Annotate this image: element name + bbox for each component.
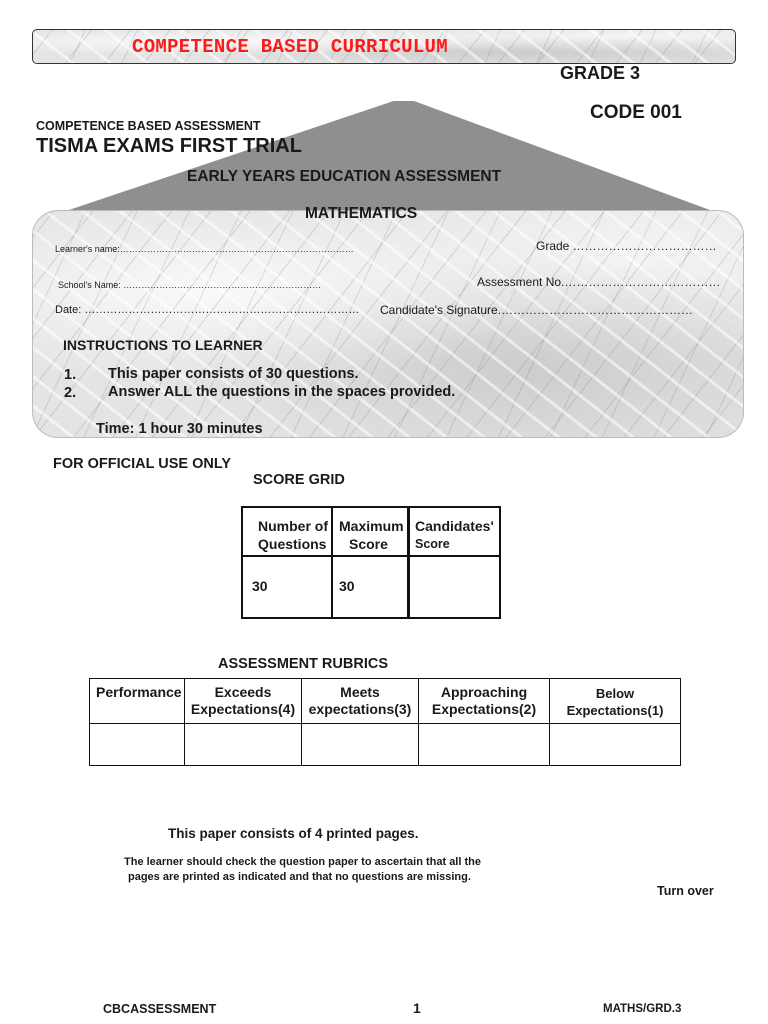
- time-allowed: Time: 1 hour 30 minutes: [96, 421, 263, 437]
- questions-value: 30: [252, 578, 268, 594]
- grade-label: GRADE 3: [560, 63, 641, 83]
- rubric-header-cell: [550, 679, 681, 724]
- banner-title: COMPETENCE BASED CURRICULUM: [132, 36, 448, 58]
- rubric-entry-cell[interactable]: [419, 724, 550, 766]
- rubric-header-cell: [419, 679, 550, 724]
- header-line: Candidates': [415, 518, 494, 534]
- instruction-num-2: 2.: [64, 385, 77, 401]
- instructions-heading: INSTRUCTIONS TO LEARNER: [63, 337, 263, 353]
- rubric-header-line: Expectations(4): [190, 701, 296, 717]
- learner-name-field[interactable]: Learner's name:……………………………………………………………………: [55, 244, 354, 254]
- score-grid-header-cell: [332, 507, 409, 556]
- score-grid-header-row: [242, 507, 500, 556]
- rubrics-header-row: [90, 679, 681, 724]
- footer-right: MATHS/GRD.3: [603, 1003, 682, 1015]
- rubric-header-cell: [185, 679, 302, 724]
- score-grid-header-cell: [409, 507, 501, 556]
- score-grid-table: [241, 506, 501, 619]
- date-field[interactable]: Date: …………………………………………………………………: [55, 304, 360, 316]
- rubric-header-line: Performance: [96, 684, 182, 700]
- header-line: Questions: [258, 536, 327, 552]
- instruction-text-1: This paper consists of 30 questions.: [108, 366, 359, 382]
- assessment-subtitle: EARLY YEARS EDUCATION ASSESSMENT: [187, 168, 502, 185]
- rubric-header-line: Approaching: [440, 684, 528, 700]
- score-grid-header-cell: [242, 507, 332, 556]
- score-grid-title: SCORE GRID: [253, 472, 345, 488]
- rubric-header-cell: [302, 679, 419, 724]
- check-note-line-1: The learner should check the question paper to ascertain that all the: [124, 856, 481, 868]
- candidate-score-cell[interactable]: [409, 556, 501, 618]
- candidate-score-value: [410, 557, 499, 578]
- instruction-text-2: Answer ALL the questions in the spaces provided.: [108, 384, 456, 400]
- header-line: Score: [349, 536, 388, 552]
- rubric-entry-cell[interactable]: [90, 724, 185, 766]
- exam-title: TISMA EXAMS FIRST TRIAL: [36, 135, 302, 157]
- score-grid-value-row: [242, 556, 500, 618]
- rubric-entry-cell[interactable]: [302, 724, 419, 766]
- footer-left: CBCASSESSMENT: [103, 1002, 217, 1016]
- school-name-field[interactable]: School's Name: …………………………………………………………: [58, 280, 322, 290]
- pages-note: This paper consists of 4 printed pages.: [168, 826, 419, 841]
- rubric-header-cell: [90, 679, 185, 724]
- rubric-header-line: expectations(3): [308, 701, 412, 717]
- rubric-header-line: Expectations(2): [431, 701, 537, 717]
- assessment-label: COMPETENCE BASED ASSESSMENT: [36, 119, 261, 133]
- code-label: CODE 001: [590, 102, 682, 123]
- check-note-line-2: pages are printed as indicated and that no questions are missing.: [128, 871, 471, 883]
- max-score-value: 30: [339, 578, 355, 594]
- rubric-entry-cell[interactable]: [550, 724, 681, 766]
- max-score-value-cell: [332, 556, 409, 618]
- signature-field[interactable]: Candidate's Signature.…………………………………………: [380, 303, 694, 317]
- assessment-no-field[interactable]: Assessment No.…………………………………: [477, 275, 721, 289]
- grade-field[interactable]: Grade ………………………………: [536, 239, 717, 253]
- turn-over-label: Turn over: [657, 884, 714, 898]
- rubric-header-line: Below: [595, 686, 635, 701]
- page-number: 1: [413, 1000, 421, 1016]
- rubrics-entry-row: [90, 724, 681, 766]
- header-line: Maximum: [339, 518, 404, 534]
- questions-value-cell: [242, 556, 332, 618]
- rubric-header-line: Exceeds: [214, 684, 272, 700]
- header-line: Score: [415, 537, 450, 551]
- rubric-header-line: Meets: [340, 684, 380, 700]
- instruction-num-1: 1.: [64, 367, 77, 383]
- rubrics-table: [89, 678, 681, 766]
- header-line: Number of: [258, 518, 328, 534]
- rubrics-title: ASSESSMENT RUBRICS: [218, 656, 388, 672]
- subject-title: MATHEMATICS: [305, 205, 418, 222]
- rubric-entry-cell[interactable]: [185, 724, 302, 766]
- official-use-label: FOR OFFICIAL USE ONLY: [53, 456, 232, 472]
- rubric-header-line: Expectations(1): [566, 703, 664, 718]
